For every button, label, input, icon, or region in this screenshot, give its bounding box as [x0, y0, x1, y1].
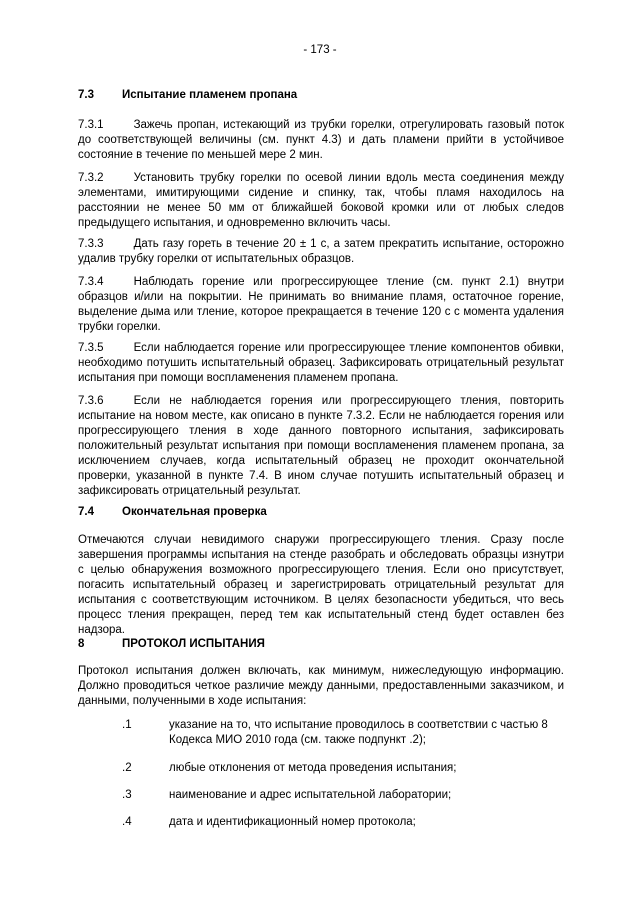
section-number: 7.3 [78, 89, 94, 101]
list-item-number: .1 [122, 719, 132, 731]
page-number: - 173 - [303, 44, 337, 56]
paragraph-text: Установить трубку горелки по осевой линии вдоль места соединения между элементами, имитирующими сидение и спинку, так, чтобы пламя находилось на расстоянии не менее 50 мм от ближайшей боковой кромки или от любых следов предыдущего испытания, и одновременно включить часы. [78, 172, 564, 229]
paragraph-8-intro [78, 664, 564, 709]
paragraph-7-3-2 [78, 171, 564, 231]
paragraph-7-3-5 [78, 341, 564, 386]
paragraph-number: 7.3.1 [78, 119, 104, 131]
paragraph-text: Если не наблюдается горения или прогрессирующего тления, повторить испытание на новом месте, как описано в пункте 7.3.2. Если не наблюдается горения или прогрессирующего тления в ходе данного повторного испытания, зафиксировать положительный результат испытания при помощи воспламенения пламенем пропана, за исключением случаев, когда испытательный образец не проходит окончательной проверки, указанной в пункте 7.4. В ином случае потушить испытательный образец и зафиксировать отрицательный результат. [78, 395, 564, 497]
section-title: ПРОТОКОЛ ИСПЫТАНИЯ [122, 638, 265, 650]
list-item-text: любые отклонения от метода проведения испытания; [169, 762, 457, 774]
list-item-number: .2 [122, 762, 132, 774]
paragraph-7-3-6 [78, 394, 564, 499]
list-item-text: указание на то, что испытание проводилось в соответствии с частью 8 Кодекса МИО 2010 года (см. также подпункт .2); [169, 719, 548, 746]
section-number: 7.4 [78, 506, 94, 518]
paragraph-7-3-4 [78, 275, 564, 335]
list-item-text: наименование и адрес испытательной лаборатории; [169, 789, 452, 801]
paragraph-text: Если наблюдается горение или прогрессирующее тление компонентов обивки, необходимо потушить испытательный образец. Зафиксировать отрицательный результат испытания при помощи воспламенения пламенем пропана. [78, 342, 564, 384]
section-number: 8 [78, 638, 85, 650]
paragraph-text: Протокол испытания должен включать, как минимум, нижеследующую информацию. Должно проводиться четкое различие между данными, предоставленными заказчиком, и данными, полученными в ходе испытания: [78, 665, 564, 707]
list-item-number: .3 [122, 789, 132, 801]
paragraph-text: Дать газу гореть в течение 20 ± 1 с, а затем прекратить испытание, осторожно удалив трубку горелки от испытательных образцов. [78, 238, 564, 265]
paragraph-number: 7.3.3 [78, 238, 104, 250]
list-item-number: .4 [122, 816, 132, 828]
section-title: Окончательная проверка [122, 506, 267, 518]
paragraph-number: 7.3.6 [78, 395, 104, 407]
paragraph-7-4 [78, 533, 564, 638]
paragraph-number: 7.3.5 [78, 342, 104, 354]
section-title: Испытание пламенем пропана [122, 89, 298, 101]
paragraph-text: Зажечь пропан, истекающий из трубки горелки, отрегулировать газовый поток до соответствующей величины (см. пункт 4.3) и дать пламени прийти в устойчивое состояние в течение по меньшей мере 2 мин. [78, 119, 564, 161]
paragraph-number: 7.3.2 [78, 172, 104, 184]
list-item-text: дата и идентификационный номер протокола; [169, 816, 416, 828]
paragraph-7-3-3 [78, 237, 564, 267]
paragraph-number: 7.3.4 [78, 276, 104, 288]
paragraph-text: Отмечаются случаи невидимого снаружи прогрессирующего тления. Сразу после завершения программы испытания на стенде разобрать и обследовать образцы изнутри с целью обнаружения возможного прогрессирующего тления. Если оно присутствует, погасить испытательный образец и зарегистрировать отрицательный результат для испытания с соответствующим источником. В целях безопасности убедиться, что весь процесс тления прекращен, перед тем как испытательный стенд будет оставлен без надзора. [78, 534, 564, 636]
paragraph-7-3-1 [78, 118, 564, 163]
paragraph-text: Наблюдать горение или прогрессирующее тление (см. пункт 2.1) внутри образцов и/или на покрытии. Не принимать во внимание пламя, остаточное горение, выделение дыма или тление, которое прекращается в течение 120 с с момента удаления трубки горелки. [78, 276, 564, 333]
